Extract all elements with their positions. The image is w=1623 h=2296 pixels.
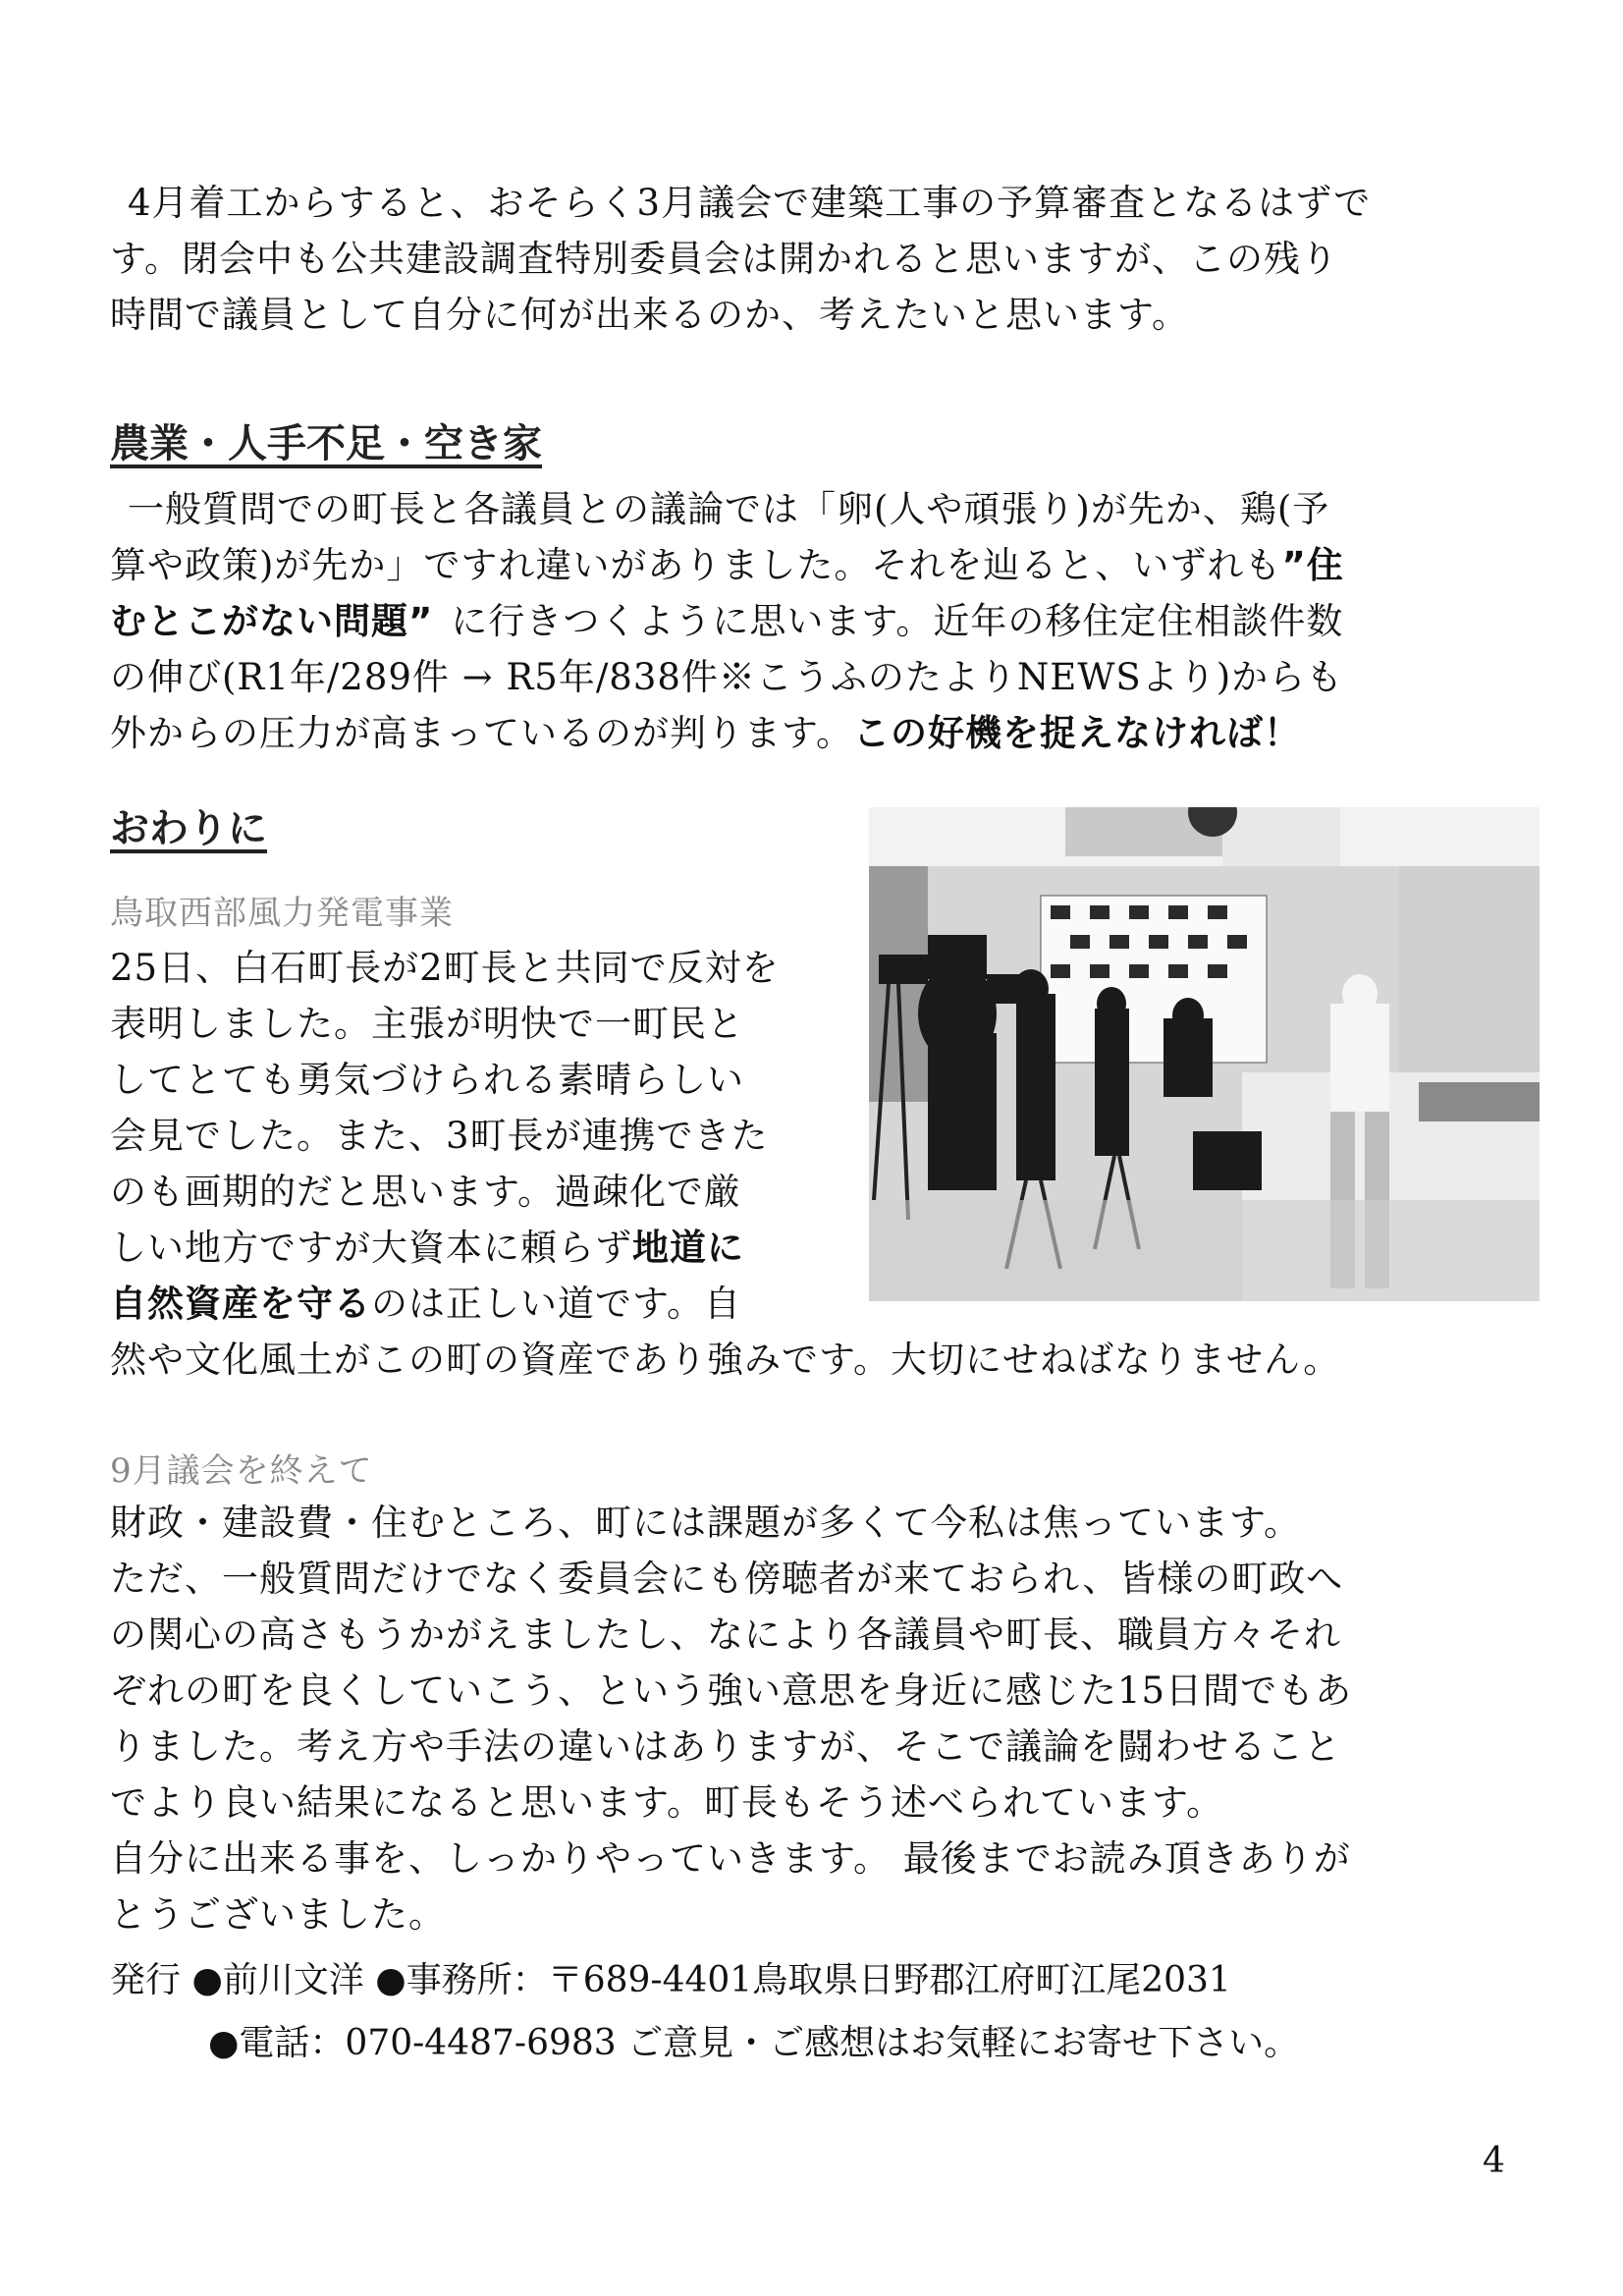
- publisher-line: 発行 ●前川文洋 ●事務所：〒689-4401鳥取県日野郡江府町江尾2031: [110, 1960, 1231, 2000]
- section1-line: の伸び(R1年/289件 → R5年/838件※こうふのたよりNEWSより)からも: [110, 656, 1344, 698]
- section1-line: 一般質問での町長と各議員との議論では「卵(人や頑張り)が先か、鶏(予: [128, 488, 1330, 530]
- section3-line: 自分に出来る事を、しっかりやっていきます。 最後までお読み頂きありが: [110, 1837, 1351, 1880]
- section3-line: の関心の高さもうかがえましたし、なにより各議員や町長、職員方々それ: [110, 1613, 1341, 1656]
- intro-paragraph: [110, 175, 1524, 343]
- page-number: 4: [1483, 2141, 1505, 2181]
- section2-line: 25日、白石町長が2町長と共同で反対を: [110, 947, 780, 989]
- section1-text: に行きつくように思います。近年の移住定住相談件数: [451, 600, 1344, 642]
- section3-line: とうございました。: [110, 1893, 446, 1936]
- subheading-wind-power: 鳥取西部風力発電事業: [110, 894, 454, 933]
- section1-text: 外からの圧力が高まっているのが判ります。: [110, 712, 854, 754]
- intro-line: 時間で議員として自分に何が出来るのか、考えたいと思います。: [110, 294, 1190, 336]
- emphasis-text: 自然資産を守る: [110, 1283, 371, 1325]
- section2-line: のも画期的だと思います。過疎化で厳: [110, 1171, 742, 1213]
- section2-line: [110, 1220, 856, 1276]
- section2-line: 表明しました。主張が明快で一町民と: [110, 1003, 744, 1045]
- section3-line: でより良い結果になると思います。町長もそう述べられています。: [110, 1781, 1224, 1824]
- section1-line: [110, 537, 1524, 593]
- section-heading-closing: おわりに: [110, 806, 267, 851]
- section2-text: しい地方ですが大資本に頼らず: [110, 1227, 632, 1269]
- press-conference-photo: [869, 807, 1540, 1301]
- section2-line: [110, 1276, 856, 1332]
- intro-line: す。閉会中も公共建設調査特別委員会は開かれると思いますが、この残り: [110, 238, 1339, 280]
- subheading-september-assembly: 9月議会を終えて: [110, 1451, 373, 1491]
- emphasis-text: この好機を捉えなければ！: [853, 712, 1302, 754]
- press-conference-illustration: [869, 807, 1540, 1301]
- publisher-info: [110, 1949, 1299, 2075]
- section3-line: りました。考え方や手法の違いはありますが、そこで議論を闘わせること: [110, 1725, 1341, 1768]
- section2-line: 会見でした。また、3町長が連携できた: [110, 1115, 769, 1157]
- section1-paragraph: [110, 481, 1524, 761]
- section1-line: [110, 705, 1524, 761]
- section2-text: のは正しい道です。自: [371, 1283, 742, 1325]
- section1-line: [110, 593, 1524, 649]
- section3-paragraph: [110, 1495, 1524, 1942]
- section-heading-agriculture: 農業・人手不足・空き家: [110, 421, 542, 466]
- emphasis-text: ”住: [1281, 544, 1344, 586]
- section2-line: してとても勇気づけられる素晴らしい: [110, 1059, 744, 1101]
- section2-paragraph: [110, 940, 1341, 1388]
- contact-line: ●電話：070-4487-6983 ご意見・ご感想はお気軽にお寄せ下さい。: [208, 2023, 1300, 2063]
- section3-line: 財政・建設費・住むところ、町には課題が多くて今私は焦っています。: [110, 1502, 1302, 1544]
- emphasis-text: 地道に: [632, 1227, 744, 1269]
- section1-text: 算や政策)が先か」ですれ違いがありました。それを辿ると、いずれも: [110, 544, 1282, 586]
- emphasis-text: むとこがない問題”: [110, 600, 434, 642]
- intro-line: 4月着工からすると、おそらく3月議会で建築工事の予算審査となるはずで: [128, 182, 1372, 224]
- section3-line: ぞれの町を良くしていこう、という強い意思を身近に感じた15日間でもあ: [110, 1669, 1353, 1712]
- section2-line: 然や文化風土がこの町の資産であり強みです。大切にせねばなりません。: [110, 1339, 1341, 1381]
- section3-line: ただ、一般質問だけでなく委員会にも傍聴者が来ておられ、皆様の町政へ: [110, 1558, 1344, 1600]
